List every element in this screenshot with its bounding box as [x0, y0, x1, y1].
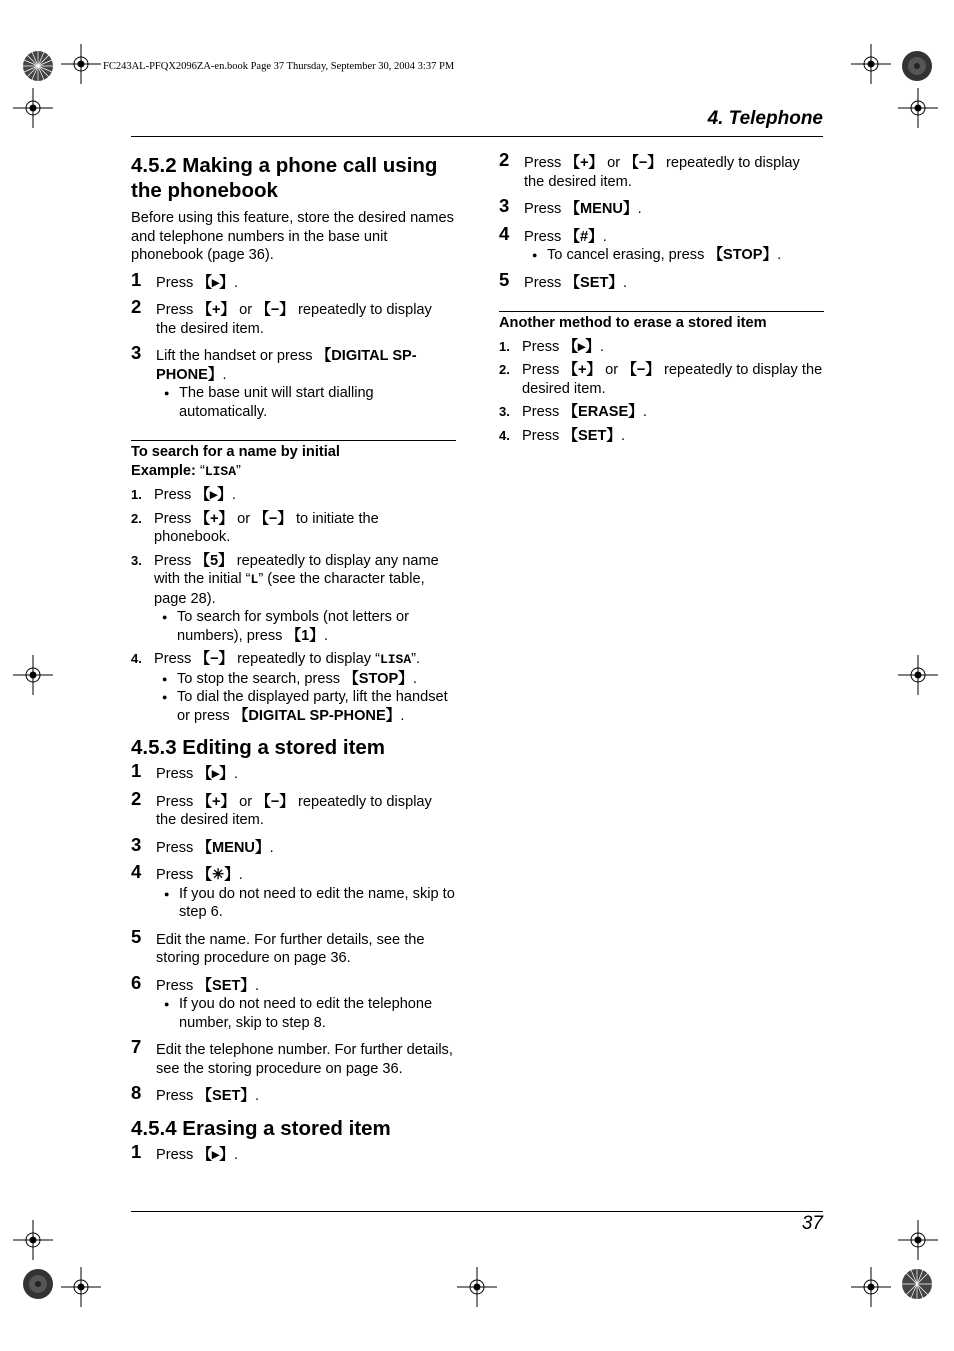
bullet: ● To dial the displayed party, lift the handset or press 【DIGITAL SP-PHONE】. [154, 688, 456, 725]
step: 3 Press 【MENU】. [131, 833, 274, 856]
plus-key-icon: 【+】 [563, 362, 602, 378]
crosshair-mark-icon [13, 1220, 53, 1260]
section-title: 4.5.4 Erasing a stored item [131, 1116, 391, 1140]
asterisk-key-icon: 【✳】 [197, 867, 239, 883]
right-column [499, 145, 824, 445]
right-arrow-key-icon: 【▸】 [197, 1146, 234, 1163]
section-title: 4.5.3 Editing a stored item [131, 736, 386, 759]
section-title: 4.5.2 Making a phone call using the phonebook [131, 154, 438, 202]
subsection-rule [131, 440, 456, 462]
step: 3 Lift the handset or press 【DIGITAL SP-PHONE】. ● The base unit will start dialling automatically. [131, 347, 456, 421]
step: 8 Press 【SET】. [131, 1082, 260, 1104]
hash-key-icon: 【#】 [565, 228, 603, 245]
header-rule [131, 136, 823, 137]
minus-key-icon: 【−】 [624, 155, 662, 171]
step: 1 Press 【▸】. [131, 760, 238, 782]
substep: 3. Press 【5】 repeatedly to display any name with the initial “L” (see the character table, page 28). ● To search for symbols (not letters or numbers), press 【1】. [131, 552, 456, 646]
right-arrow-key-icon: 【▸】 [563, 338, 600, 355]
left-column: 4.5.2 Making a phone call using the phonebook Before using this feature, store the desired names and telephone numbers in the base unit phonebook (page 36). 1 Press 【▸】. 2 Press 【+】 or 【−】 repeatedly to display the desired item. 3 Lift the handset or press 【DIGITAL SP-PHONE】. ● The base unit will start dialling automatically. To search for a name by initial Example: “LISA” 1. Press 【▸】. 2. Press 【+】 or 【−】 to initiate the phonebook. 3. Press 【5】 repeatedly to display any name with the initial “L” (see the character table, page 28). ● To search for symbols (not letters or numbers), press 【1】. 4. Press 【−】 repeatedly to display “LISA”. ● To stop the search, press 【STOP】. ● To dial the displayed party, lift the handset or press 【DIGITAL SP-PHONE】. 4.5.3 Editing a stored item 1 Press 【▸】. 2 Press 【+】 or 【−】 repeatedly to display the desired item. 3 Press 【MENU】. 4 Press 【✳】. ● If you do not need to edit the name, skip to step 6. 5 Edit the name. For further details, see the storing procedure on page 36. 6 Press 【SET】. ● If you do not need to edit the telephone number, skip to step 8. 7 Edit the telephone number. For further details, see the storing procedure on page 36. 8 Press 【SET】. 4.5.4 Erasing a stored item 1 Press 【▸】. [131, 153, 456, 1164]
plus-key-icon: 【+】 [197, 302, 236, 318]
step: 4 Press 【✳】. ● If you do not need to edit the name, skip to step 6. [131, 866, 456, 922]
substep: 2. Press 【+】 or 【−】 to initiate the phonebook. [131, 510, 379, 545]
subsection-heading: Another method to erase a stored item [499, 315, 767, 331]
step: 1 Press 【▸】. [131, 268, 238, 291]
minus-key-icon: 【−】 [256, 793, 294, 810]
intro-text: Before using this feature, store the desired names and telephone numbers in the base unit phonebook (page 36). [131, 210, 454, 263]
bullet: ● The base unit will start dialling automatically. [156, 384, 456, 421]
registration-target-icon [901, 50, 933, 82]
running-head: 4. Telephone [707, 108, 823, 129]
step: 3 Press 【MENU】. [499, 195, 642, 217]
step: 7 Edit the telephone number. For further details, see the storing procedure on page 36. [131, 1036, 453, 1077]
crosshair-mark-icon [851, 44, 891, 84]
step: 5 Press 【SET】. [499, 268, 628, 291]
step: 2 Press 【+】 or 【−】 repeatedly to display the desired item. [499, 149, 800, 190]
bullet: ● If you do not need to edit the telephone number, skip to step 8. [156, 995, 456, 1032]
step: 6 Press 【SET】. ● If you do not need to edit the telephone number, skip to step 8. [131, 977, 456, 1033]
subsection-rule [499, 311, 824, 333]
right-arrow-key-icon: 【▸】 [197, 766, 234, 782]
step: 5 Edit the name. For further details, see the storing procedure on page 36. [131, 925, 425, 966]
substep: 2. Press 【+】 or 【−】 repeatedly to display the desired item. [499, 362, 823, 397]
crosshair-mark-icon [457, 1267, 497, 1307]
print-header: FC243AL-PFQX2096ZA-en.book Page 37 Thursday, September 30, 2004 3:37 PM [103, 61, 455, 72]
substep: 3. Press 【ERASE】. [499, 404, 647, 420]
crosshair-mark-icon [13, 88, 53, 128]
minus-key-icon: 【−】 [256, 302, 294, 318]
crosshair-mark-icon [851, 1267, 891, 1307]
step: 2 Press 【+】 or 【−】 repeatedly to display the desired item. [131, 296, 432, 337]
plus-key-icon: 【+】 [565, 155, 604, 171]
bullet: ● To cancel erasing, press 【STOP】. [524, 246, 824, 265]
substep: 4. Press 【−】 repeatedly to display “LISA”. ● To stop the search, press 【STOP】. ● To dial the displayed party, lift the handset or press 【DIGITAL SP-PHONE】. [131, 650, 456, 725]
bullet: ● To stop the search, press 【STOP】. [154, 670, 456, 689]
page-number: 37 [801, 1213, 823, 1234]
minus-key-icon: 【−】 [195, 651, 234, 667]
crosshair-mark-icon [61, 44, 101, 84]
plus-key-icon: 【+】 [195, 510, 234, 527]
bullet: ● If you do not need to edit the name, skip to step 6. [156, 885, 456, 922]
step: 1 Press 【▸】. [131, 1140, 238, 1163]
substep: 4. Press 【SET】. [499, 427, 626, 444]
crosshair-mark-icon [13, 655, 53, 695]
right-arrow-key-icon: 【▸】 [197, 274, 234, 291]
minus-key-icon: 【−】 [254, 510, 292, 527]
subsection-heading: To search for a name by initial [131, 444, 340, 460]
minus-key-icon: 【−】 [622, 362, 660, 378]
crosshair-mark-icon [898, 655, 938, 695]
substep: 1. Press 【▸】. [131, 487, 236, 503]
bullet: ● To search for symbols (not letters or numbers), press 【1】. [154, 608, 456, 645]
step: 4 Press 【#】. ● To cancel erasing, press 【STOP】. [499, 228, 824, 265]
step: 2 Press 【+】 or 【−】 repeatedly to display the desired item. [131, 787, 432, 828]
registration-target-icon [22, 1268, 54, 1300]
right-arrow-key-icon: 【▸】 [195, 487, 232, 503]
plus-key-icon: 【+】 [197, 793, 236, 810]
footer-rule [131, 1211, 823, 1212]
crosshair-mark-icon [61, 1267, 101, 1307]
crosshair-mark-icon [898, 1220, 938, 1260]
crosshair-mark-icon [898, 88, 938, 128]
registration-target-icon [22, 50, 54, 82]
substep: 1. Press 【▸】. [499, 338, 604, 355]
registration-target-icon [901, 1268, 933, 1300]
